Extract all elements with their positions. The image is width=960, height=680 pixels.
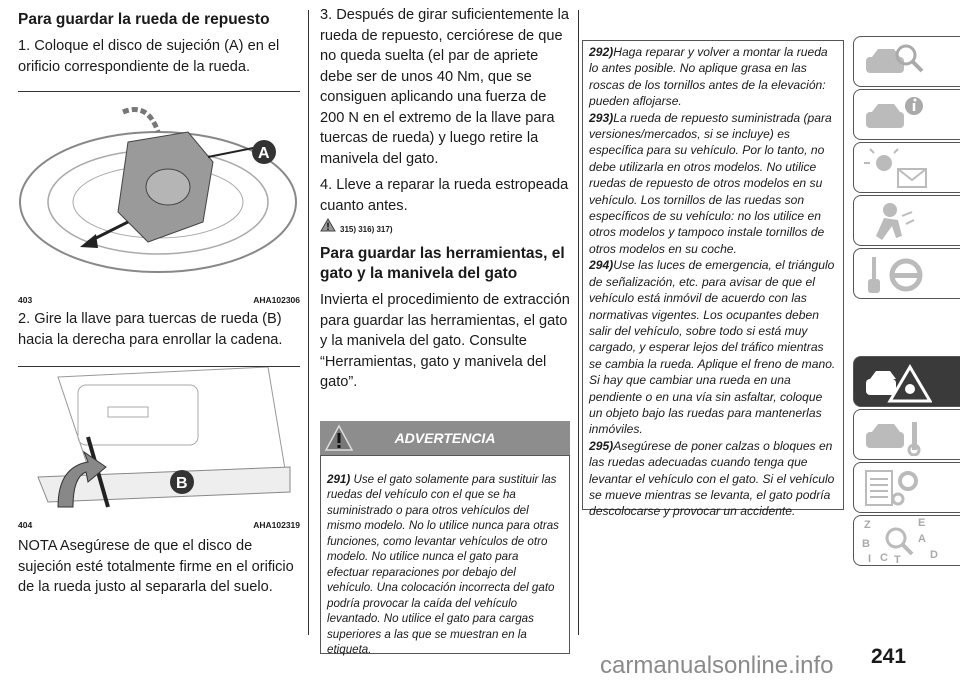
- car-hazard-triangle-icon: [862, 361, 932, 403]
- tab-starting-driving[interactable]: [853, 248, 960, 299]
- figure-code: AHA102319: [253, 520, 300, 530]
- key-steering-icon: [862, 253, 932, 295]
- tab-safety[interactable]: [853, 195, 960, 246]
- warning-text: Use el gato solamente para sustituir las ruedas del vehículo con el que se ha suministrado o para otros vehículos del mismo modelo. No lo utilice nunca para otras funciones, como levantar vehículos de otro modelo. No utilice nunca el gato para efectuar reparaciones por debajo del vehículo. Una colocación incorrecta del gato podría provocar la caída del vehículo levantado. No utilice el gato para cargas superiores a las que se muestran en la etiqueta.: [327, 472, 559, 656]
- note: NOTA Asegúrese de que el disco de sujeción esté totalmente firme en el orificio de la rueda justo al separarla del suelo.: [18, 538, 294, 595]
- warning-box: [320, 455, 570, 654]
- index-letter: A: [918, 533, 926, 545]
- tab-car-search[interactable]: [853, 36, 960, 87]
- step-3: 3. Después de girar suficientemente la rueda de repuesto, cerciórese de que no queda suelta (el par de apriete debe ser de unos 40 Nm, que se consiguen aplicando una fuerza de 200 N en el extremo de la llave para tuercas de rueda) y luego retire la manivela del gato.: [320, 7, 570, 167]
- section-heading: Para guardar las herramientas, el gato y la manivela del gato: [320, 245, 565, 282]
- warning-item: [589, 110, 837, 258]
- step-4: 4. Lleve a reparar la rueda estropeada cuanto antes.: [320, 177, 569, 214]
- figure-number: 403: [18, 295, 33, 305]
- figure-403: [18, 91, 300, 305]
- figure-label-a: A: [258, 145, 270, 162]
- warning-text: Use las luces de emergencia, el triángulo de señalización, etc. para avisar de que el vehículo está inmóvil de acuerdo con las normativas vigentes. Los ocupantes deben salir del vehículo, sobre todo si está muy cargado, y esperar lejos del tráfico mientras se cambia la rueda. Aplique el freno de mano. Si hay que cambiar una rueda en una pendiente o en una vía sin asfaltar, coloque un objeto bajo las ruedas para mantenerlas inmóviles.: [589, 258, 836, 437]
- watermark: carmanualsonline.info: [600, 652, 834, 679]
- index-letters: [862, 516, 942, 566]
- warning-text: La rueda de repuesto suministrada (para versiones/mercados, si se incluye) es específica para su vehículo. Por lo tanto, no debe utilizarla en otros modelos. No utilice ruedas de repuesto de otros modelos en su vehículo. Los tornillos de las ruedas son específicos de su vehículo: no los utilice en otros modelos y tampoco instale tornillos de otros modelos en su coche.: [589, 110, 832, 256]
- warning-number: 291): [327, 472, 351, 486]
- warning-triangle-icon: [324, 423, 354, 453]
- bumper-wrench-illustration: [18, 367, 300, 513]
- page-number: 241: [871, 645, 907, 668]
- tab-warning-lights[interactable]: [853, 142, 960, 193]
- car-info-icon: [862, 94, 932, 136]
- figure-code: AHA102306: [253, 295, 300, 305]
- section-heading: Para guardar la rueda de repuesto: [18, 11, 270, 28]
- index-letter: Z: [864, 519, 871, 531]
- warning-text: Asegúrese de poner calzas o bloques en las ruedas adecuadas cuando tenga que levantar el vehículo con el gato. Si el vehículo se mueve mientras se levanta, el gato podría descolocarse y provocar un accidente.: [589, 438, 835, 519]
- column-2: [320, 5, 570, 654]
- reference-numbers: 315) 316) 317): [340, 225, 393, 234]
- tab-emergency[interactable]: [853, 356, 960, 407]
- tab-maintenance[interactable]: [853, 409, 960, 460]
- warning-light-message-icon: [862, 147, 932, 189]
- body-text: Invierta el procedimiento de extracción para guardar las herramientas, el gato y la manivela del gato. Consulte “Herramientas, gato y manivela del gato”.: [320, 292, 570, 390]
- airbag-seat-icon: [862, 200, 932, 242]
- warning-text: Haga reparar y volver a montar la rueda lo antes posible. No aplique grasa en las roscas de los tornillos antes de la elevación: pueden aflojarse.: [589, 45, 828, 109]
- index-letter: B: [862, 538, 870, 550]
- column-divider: [578, 10, 579, 635]
- figure-label-b: B: [176, 475, 188, 492]
- list-gears-icon: [862, 467, 932, 509]
- warning-number: 295): [589, 438, 614, 453]
- warning-item: [589, 257, 837, 437]
- warning-header: [320, 421, 570, 455]
- warning-item: [589, 438, 837, 520]
- warnings-continued-box: [582, 40, 844, 519]
- index-letter: C: [880, 552, 888, 564]
- car-search-icon: [862, 41, 932, 83]
- index-letter: E: [918, 517, 926, 529]
- tab-car-info[interactable]: [853, 89, 960, 140]
- tab-technical-data[interactable]: [853, 462, 960, 513]
- index-letter: I: [868, 553, 872, 565]
- step-2: 2. Gire la llave para tuercas de rueda (B) hacia la derecha para enrollar la cadena.: [18, 311, 283, 348]
- column-1: [18, 10, 300, 598]
- warning-title: ADVERTENCIA: [394, 429, 496, 446]
- step-1: 1. Coloque el disco de sujeción (A) en el orificio correspondiente de la rueda.: [18, 38, 280, 75]
- index-letter: D: [930, 549, 938, 561]
- spare-wheel-illustration: [18, 92, 300, 288]
- figure-404: [18, 366, 300, 530]
- warning-icon: [320, 218, 336, 234]
- figure-caption: [18, 520, 300, 530]
- warning-number: 294): [589, 258, 614, 273]
- tab-index[interactable]: [853, 515, 960, 566]
- figure-number: 404: [18, 520, 33, 530]
- warning-item: [589, 44, 837, 110]
- warning-number: 292): [589, 45, 614, 59]
- index-letter: T: [894, 554, 901, 566]
- figure-caption: [18, 295, 300, 305]
- column-divider: [308, 10, 309, 635]
- car-wrench-icon: [862, 414, 932, 456]
- warning-references: [320, 218, 570, 234]
- warning-number: 293): [589, 110, 614, 125]
